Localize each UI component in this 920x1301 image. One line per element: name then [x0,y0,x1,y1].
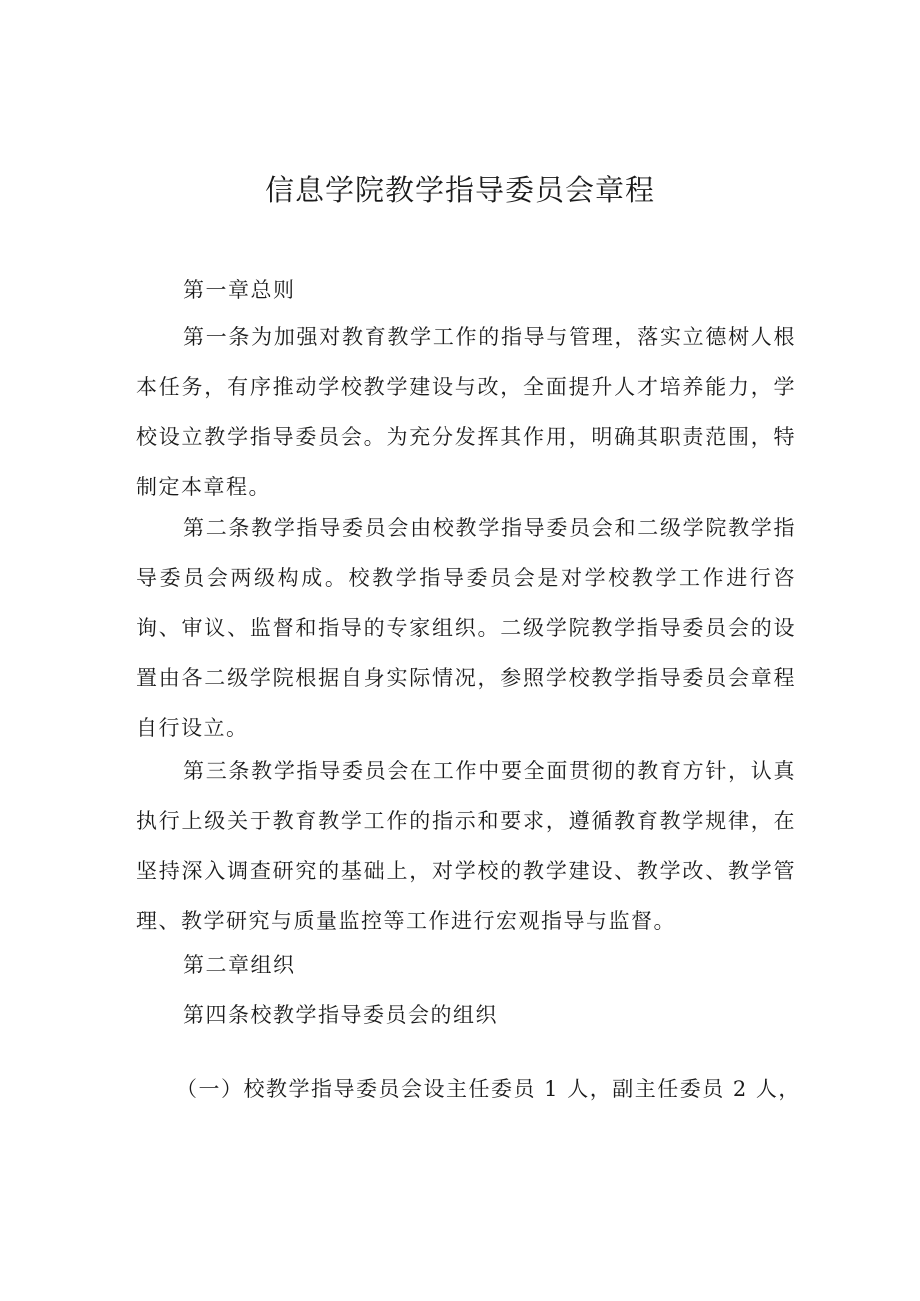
article-2: 第二条教学指导委员会由校教学指导委员会和二级学院教学指导委员会两级构成。校教学指导委员会是对学校教学工作进行咨询、审议、监督和指导的专家组织。二级学院教学指导委员会的设置由各二级学院根据自身实际情况，参照学校教学指导委员会章程自行设立。 [136,516,796,740]
article-3: 第三条教学指导委员会在工作中要全面贯彻的教育方针，认真执行上级关于教育教学工作的指示和要求，遵循教育教学规律，在坚持深入调查研究的基础上，对学校的教学建设、教学改、教学管理、教学研究与质量监控等工作进行宏观指导与监督。 [136,759,796,933]
article-1: 第一条为加强对教育教学工作的指导与管理，落实立德树人根本任务，有序推动学校教学建设与改，全面提升人才培养能力，学校设立教学指导委员会。为充分发挥其作用，明确其职责范围，特制定本章程。 [136,325,796,499]
chapter-2-heading: 第二章组织 [183,953,296,977]
article-4-item-1: （一）校教学指导委员会设主任委员 1 人，副主任委员 2 人， [176,1077,801,1101]
article-4-heading: 第四条校教学指导委员会的组织 [183,1003,498,1027]
document-title: 信息学院教学指导委员会章程 [264,173,655,207]
chapter-1-heading: 第一章总则 [183,278,296,302]
